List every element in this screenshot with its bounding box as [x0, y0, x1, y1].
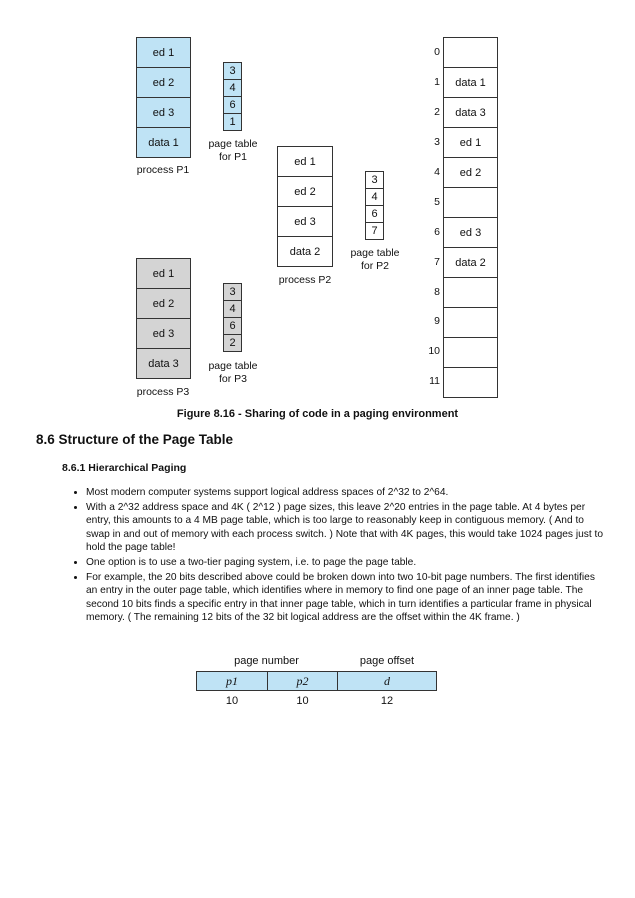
- page-number-label: page number: [234, 655, 299, 667]
- bullet-list: [70, 486, 606, 626]
- pt3-entry-0: 3: [223, 283, 242, 301]
- process-p2-label: process P2: [278, 274, 332, 286]
- frame-4: ed 2: [443, 157, 498, 188]
- list-item: • With a 2^32 address space and 4K ( 2^12 ) page sizes, this leave 2^20 entries in the page table. At 4 bytes per entry, this amounts to a 4 MB page table, which is too large to reasonably keep in contiguous memory. ( And to swap in and out of memory with each process switch. ) Note that with 4K pages, this would take 1024 pages just to hold the page table!: [86, 501, 606, 555]
- frame-number-9: 9: [434, 315, 440, 327]
- p2-page-2: ed 3: [277, 206, 333, 237]
- field-p1-text: p1: [226, 673, 238, 688]
- frame-number-2: 2: [434, 106, 440, 118]
- pt1-entry-2: 6: [223, 96, 242, 114]
- p1-page-0: ed 1: [136, 37, 191, 68]
- page-table-p3-label-2: for P3: [218, 373, 247, 385]
- frame-6: ed 3: [443, 217, 498, 248]
- pt3-entry-1: 4: [223, 300, 242, 318]
- subsection-heading: 8.6.1 Hierarchical Paging: [62, 462, 187, 474]
- bits-p1: 10: [225, 695, 239, 707]
- page-offset-label: page offset: [359, 655, 415, 667]
- pt1-entry-1: 4: [223, 79, 242, 97]
- field-d-text: d: [384, 673, 390, 688]
- frame-number-11: 11: [429, 375, 440, 387]
- p3-page-0: ed 1: [136, 258, 191, 289]
- pt3-entry-3: 2: [223, 334, 242, 352]
- page-table-p3-label-1: page table: [208, 360, 258, 372]
- p3-page-2: ed 3: [136, 318, 191, 349]
- frame-0: [443, 37, 498, 68]
- frame-number-6: 6: [434, 226, 440, 238]
- pt2-entry-1: 4: [365, 188, 384, 206]
- p1-page-3: data 1: [136, 127, 191, 158]
- frame-9: [443, 307, 498, 338]
- bits-d: 12: [380, 695, 394, 707]
- frame-number-8: 8: [434, 286, 440, 298]
- page-table-p2-label-2: for P2: [360, 260, 389, 272]
- frame-11: [443, 367, 498, 398]
- frame-number-0: 0: [434, 46, 440, 58]
- pt2-entry-2: 6: [365, 205, 384, 223]
- section-heading: 8.6 Structure of the Page Table: [36, 432, 234, 447]
- frame-10: [443, 337, 498, 368]
- page-table-p2-label-1: page table: [350, 247, 400, 259]
- p1-page-1: ed 2: [136, 67, 191, 98]
- pt2-entry-3: 7: [365, 222, 384, 240]
- frame-number-4: 4: [434, 166, 440, 178]
- field-p1: [196, 671, 268, 691]
- p1-page-2: ed 3: [136, 97, 191, 128]
- frame-3: ed 1: [443, 127, 498, 158]
- field-d: [337, 671, 437, 691]
- frame-number-5: 5: [434, 196, 440, 208]
- pt1-entry-0: 3: [223, 62, 242, 80]
- list-item: • Most modern computer systems support logical address spaces of 2^32 to 2^64.: [86, 486, 606, 500]
- p2-page-1: ed 2: [277, 176, 333, 207]
- process-p3-label: process P3: [136, 386, 190, 398]
- p3-page-1: ed 2: [136, 288, 191, 319]
- page-table-p1-label-1: page table: [208, 138, 258, 150]
- frame-number-7: 7: [434, 256, 440, 268]
- pt3-entry-2: 6: [223, 317, 242, 335]
- page-table-p1-label-2: for P1: [218, 151, 247, 163]
- bits-p2: 10: [296, 695, 309, 707]
- frame-5: [443, 187, 498, 218]
- frame-2: data 3: [443, 97, 498, 128]
- frame-8: [443, 277, 498, 308]
- frame-1: data 1: [443, 67, 498, 98]
- p2-page-3: data 2: [277, 236, 333, 267]
- list-item: • One option is to use a two-tier paging system, i.e. to page the page table.: [86, 556, 606, 570]
- field-p2-text: p2: [296, 673, 309, 688]
- frame-number-1: 1: [434, 76, 440, 88]
- frame-number-3: 3: [434, 136, 440, 148]
- p2-page-0: ed 1: [277, 146, 333, 177]
- list-item: • For example, the 20 bits described above could be broken down into two 10-bit page numbers. The first identifies an entry in the outer page table, which identifies where in memory to find one page of an inner page table. The second 10 bits finds a specific entry in that inner page table, which in turn identifies a particular frame in physical memory. ( The remaining 12 bits of the 32 bit logical address are the offset within the 4K frame. ): [86, 571, 606, 625]
- frame-number-10: 10: [428, 345, 440, 357]
- pt2-entry-0: 3: [365, 171, 384, 189]
- field-p2: [267, 671, 338, 691]
- pt1-entry-3: 1: [223, 113, 242, 131]
- figure-caption: Figure 8.16 - Sharing of code in a paging environment: [176, 408, 459, 420]
- frame-7: data 2: [443, 247, 498, 278]
- process-p1-label: process P1: [136, 164, 190, 176]
- p3-page-3: data 3: [136, 348, 191, 379]
